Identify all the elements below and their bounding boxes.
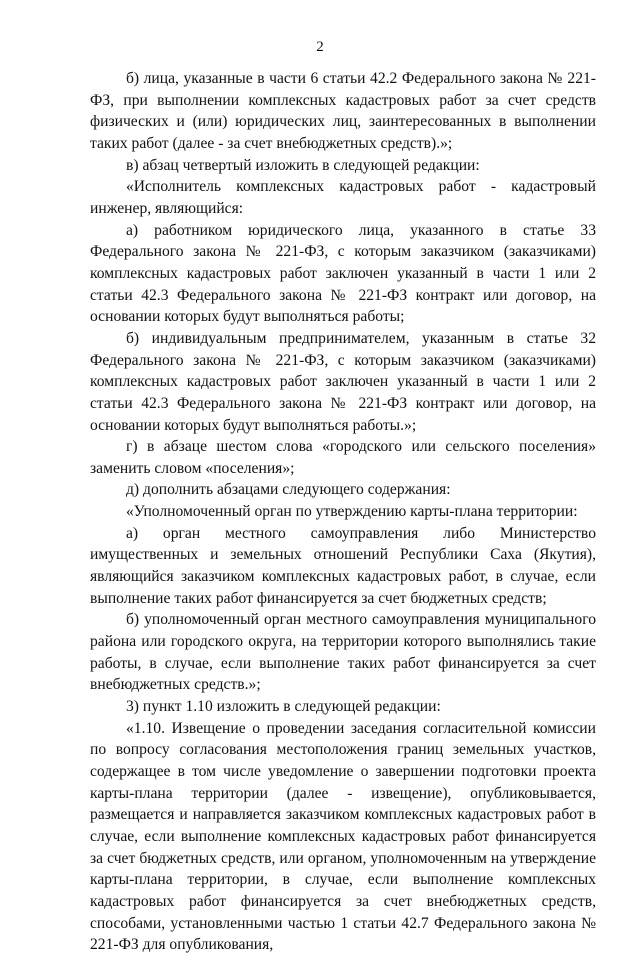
paragraph-d-addition: д) дополнить абзацами следующего содержания:: [126, 481, 451, 499]
paragraph-executor-definition: «Исполнитель комплексных кадастровых работ - кадастровый инженер, являющийся:: [90, 178, 596, 217]
paragraph-v-amendment: в) абзац четвертый изложить в следующей редакции:: [126, 156, 480, 174]
paragraph-authorized-body: «Уполномоченный орган по утверждению карты-плана территории:: [126, 503, 578, 521]
paragraph-b-persons: б) лица, указанные в части 6 статьи 42.2 Федерального закона № 221-ФЗ, при выполнении комплексных кадастровых работ за счет средств физических и (или) юридических лиц, заинтересованных в выполнении таких работ (далее - за счет внебюджетных средств).»;: [90, 70, 596, 152]
document-body: [90, 68, 596, 956]
paragraph-authorized-b: б) уполномоченный орган местного самоуправления муниципального района или городского округа, на территории которого выполнялись такие работы, в случае, если выполнение таких работ финансируется за счет внебюджетных средств.»;: [90, 611, 596, 694]
page-number: 2: [316, 39, 324, 55]
paragraph-g-replacement: г) в абзаце шестом слова «городского или сельского поселения» заменить словом «поселения»;: [90, 438, 596, 477]
paragraph-executor-b: б) индивидуальным предпринимателем, указанным в статье 32 Федерального закона № 221-ФЗ, с которым заказчиком (заказчиками) комплексных кадастровых работ заключен указанный в части 1 или 2 статьи 42.3 Федерального закона № 221-ФЗ контракт или договор, на основании которых будут выполняться работы.»;: [90, 329, 596, 434]
paragraph-executor-a: а) работником юридического лица, указанного в статье 33 Федерального закона № 221-ФЗ, с которым заказчиком (заказчиками) комплексных кадастровых работ заключен указанный в части 1 или 2 статьи 42.3 Федерального закона № 221-ФЗ контракт или договор, на основании которых будут выполняться работы;: [90, 221, 596, 326]
paragraph-item-3: 3) пункт 1.10 изложить в следующей редакции:: [126, 698, 441, 716]
paragraph-authorized-a: а) орган местного самоуправления либо Министерство имущественных и земельных отношений Республики Саха (Якутия), являющийся заказчиком комплексных кадастровых работ, в случае, если выполнение таких работ финансируется за счет бюджетных средств;: [90, 524, 596, 607]
paragraph-clause-1-10: «1.10. Извещение о проведении заседания согласительной комиссии по вопросу согласования местоположения границ земельных участков, содержащее в том числе уведомление о завершении подготовки проекта карты-плана территории (далее - извещение), опубликовывается, размещается и направляется заказчиком комплексных кадастровых работ в случае, если выполнение комплексных кадастровых работ финансируется за счет бюджетных средств, или органом, уполномоченным на утверждение карты-плана территории, в случае, если выполнение комплексных кадастровых работ финансируется за счет внебюджетных средств, способами, установленными частью 1 статьи 42.7 Федерального закона № 221-ФЗ для опубликования,: [90, 719, 596, 954]
